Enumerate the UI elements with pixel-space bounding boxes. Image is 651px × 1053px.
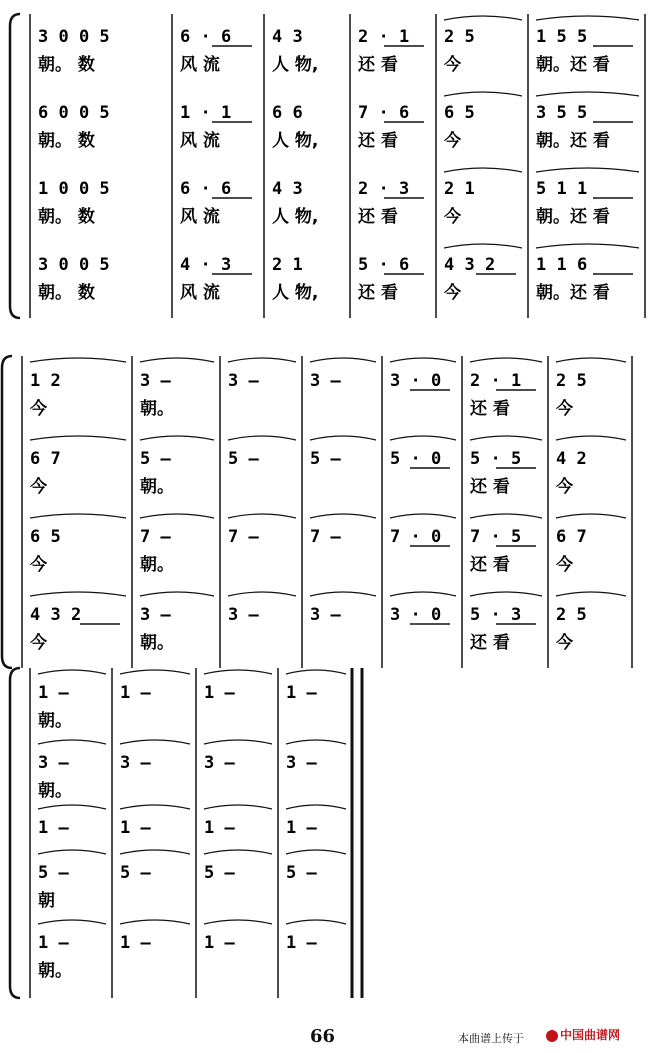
note-group: 5 – [204,863,235,883]
slur [30,436,126,440]
note-group: 2 1 [272,255,303,275]
lyric: 朝。 [140,477,174,497]
slur [444,16,522,20]
note-group: 4 · 3 [180,255,232,275]
note-group: 1 – [120,683,151,703]
lyric: 今 [30,555,47,575]
note-group: 2 1 [444,179,475,199]
slur [228,358,296,362]
lyric: 朝。 数 [38,283,95,303]
lyric: 朝。还 看 [536,207,610,227]
note-group: 1 – [38,818,69,838]
slur [140,358,214,362]
lyric: 朝。 数 [38,131,95,151]
lyric: 朝 [38,891,55,911]
slur [556,436,626,440]
lyric: 朝。还 看 [536,55,610,75]
upload-credit: 本曲谱上传于 [458,1032,524,1045]
note-group: 3 – [228,371,259,391]
slur [556,358,626,362]
slur [30,592,126,596]
slur [204,920,272,924]
note-group: 7 – [140,527,171,547]
slur [444,244,522,248]
note-group: 6 6 [272,103,303,123]
lyric: 还 看 [470,399,510,419]
note-group: 3 – [286,753,317,773]
note-group: 5 – [140,449,171,469]
note-group: 6 5 [444,103,475,123]
lyric: 朝。 [38,781,72,801]
note-group: 1 – [204,933,235,953]
slur [120,850,190,854]
lyric: 风 流 [180,283,220,303]
note-group: 6 5 [30,527,61,547]
slur [286,850,346,854]
lyric: 人 物, [272,131,319,151]
slur [38,850,106,854]
note-group: 1 – [204,683,235,703]
logo-icon [546,1030,558,1042]
slur [390,592,456,596]
page-number: 66 [310,1026,336,1047]
note-group: 1 2 [30,371,61,391]
slur [204,740,272,744]
slur [140,514,214,518]
note-group: 1 – [204,818,235,838]
slur [536,244,639,248]
note-group: 2 5 [556,371,587,391]
slur [390,436,456,440]
note-group: 1 · 1 [180,103,232,123]
note-group: 5 1 1 [536,179,588,199]
slur [310,436,376,440]
slur [30,358,126,362]
slur [310,592,376,596]
system-3 [10,668,362,998]
note-group: 1 – [38,933,69,953]
note-group: 4 3 [272,179,303,199]
slur [204,670,272,674]
note-group: 6 7 [556,527,587,547]
note-group: 3 – [228,605,259,625]
slur [30,514,126,518]
note-group: 1 – [120,933,151,953]
slur [310,514,376,518]
slur [444,168,522,172]
lyric: 今 [556,477,573,497]
lyric: 朝。 [38,711,72,731]
note-group: 6 · 6 [180,179,232,199]
slur [38,740,106,744]
lyric: 今 [444,283,461,303]
note-group: 7 · 5 [470,527,522,547]
slur [536,168,639,172]
system-brace [2,356,12,668]
system-1 [10,14,645,318]
slur [286,920,346,924]
slur [120,920,190,924]
lyric: 朝。 数 [38,55,95,75]
note-group: 3 – [310,371,341,391]
lyric: 朝。 [140,633,174,653]
note-group: 7 · 0 [390,527,442,547]
lyric: 人 物, [272,283,319,303]
lyric: 风 流 [180,55,220,75]
slur [286,670,346,674]
note-group: 3 – [120,753,151,773]
slur [204,850,272,854]
note-group: 1 1 6 [536,255,588,275]
slur [556,592,626,596]
slur [390,358,456,362]
slur [38,920,106,924]
note-group: 5 – [228,449,259,469]
slur [470,358,542,362]
system-2 [2,356,632,668]
lyric: 还 看 [358,131,398,151]
slur [120,805,190,809]
note-group: 4 3 2 [30,605,82,625]
note-group: 6 · 6 [180,27,232,47]
note-group: 7 – [228,527,259,547]
note-group: 2 · 3 [358,179,410,199]
note-group: 7 – [310,527,341,547]
lyric: 朝。 [140,555,174,575]
slur [228,514,296,518]
note-group: 1 5 5 [536,27,588,47]
slur [556,514,626,518]
lyric: 还 看 [358,283,398,303]
note-group: 1 – [286,818,317,838]
note-group: 5 – [286,863,317,883]
note-group: 5 – [310,449,341,469]
note-group: 7 · 6 [358,103,410,123]
slur [390,514,456,518]
slur [204,805,272,809]
note-group: 3 – [204,753,235,773]
note-group: 6 7 [30,449,61,469]
note-group: 1 – [120,818,151,838]
note-group: 4 3 [272,27,303,47]
lyric: 人 物, [272,207,319,227]
note-group: 6 0 0 5 [38,103,110,123]
note-group: 3 – [140,605,171,625]
note-group: 5 – [120,863,151,883]
slur [470,514,542,518]
lyric: 人 物, [272,55,319,75]
lyric: 还 看 [470,477,510,497]
slur [140,436,214,440]
note-group: 2 5 [556,605,587,625]
slur [228,592,296,596]
note-group: 2 · 1 [358,27,410,47]
lyric: 还 看 [470,633,510,653]
note-group: 1 – [286,683,317,703]
note-group: 5 · 6 [358,255,410,275]
lyric: 朝。 [140,399,174,419]
slur [286,740,346,744]
lyric: 今 [30,477,47,497]
lyric: 朝。 数 [38,207,95,227]
note-group: 3 – [310,605,341,625]
lyric: 今 [556,633,573,653]
note-group: 3 · 0 [390,605,442,625]
note-group: 3 · 0 [390,371,442,391]
site-logo [546,1026,620,1043]
note-group: 1 – [38,683,69,703]
lyric: 朝。 [38,961,72,981]
note-group: 3 5 5 [536,103,588,123]
slur [470,592,542,596]
lyric: 还 看 [470,555,510,575]
note-group: 2 · 1 [470,371,522,391]
note-group: 5 · 5 [470,449,522,469]
note-group: 4 2 [556,449,587,469]
slur [536,16,639,20]
lyric: 朝。还 看 [536,131,610,151]
note-group: 3 0 0 5 [38,255,110,275]
lyric: 风 流 [180,207,220,227]
lyric: 今 [556,555,573,575]
note-group: 4 3 2 [444,255,496,275]
lyric: 今 [444,55,461,75]
system-brace [10,14,20,318]
lyric: 今 [30,633,47,653]
slur [310,358,376,362]
logo-text: 中国曲谱网 [560,1028,621,1042]
note-group: 5 · 3 [470,605,522,625]
lyric: 还 看 [358,207,398,227]
lyric: 今 [444,131,461,151]
lyric: 今 [444,207,461,227]
system-brace [10,668,20,998]
slur [140,592,214,596]
note-group: 3 0 0 5 [38,27,110,47]
lyric: 风 流 [180,131,220,151]
note-group: 5 – [38,863,69,883]
slur [120,740,190,744]
slur [536,92,639,96]
slur [120,670,190,674]
slur [228,436,296,440]
note-group: 2 5 [444,27,475,47]
lyric: 朝。还 看 [536,283,610,303]
slur [38,670,106,674]
slur [38,805,106,809]
lyric: 今 [30,399,47,419]
lyric: 今 [556,399,573,419]
slur [470,436,542,440]
slur [286,805,346,809]
note-group: 1 – [286,933,317,953]
slur [444,92,522,96]
lyric: 还 看 [358,55,398,75]
note-group: 3 – [140,371,171,391]
note-group: 5 · 0 [390,449,442,469]
note-group: 3 – [38,753,69,773]
note-group: 1 0 0 5 [38,179,110,199]
